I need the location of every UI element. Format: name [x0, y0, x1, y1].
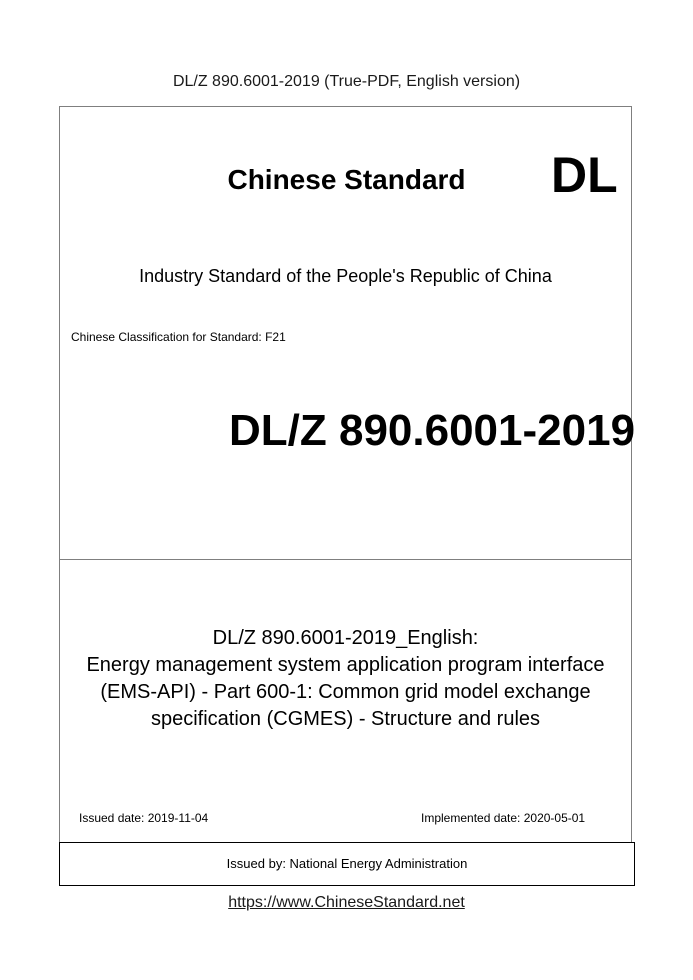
standard-number: DL/Z 890.6001-2019 [229, 406, 636, 455]
issued-date: Issued date: 2019-11-04 [79, 811, 209, 825]
document-title-line: Energy management system application program interface [86, 654, 605, 676]
cover-title-text: Chinese Standard [227, 164, 466, 195]
document-title-line: DL/Z 890.6001-2019_English: [212, 627, 479, 649]
website-link[interactable]: https://www.ChineseStandard.net [228, 894, 465, 911]
document-title-line: specification (CGMES) - Structure and rules [150, 708, 541, 730]
document-title-line: (EMS-API) - Part 600-1: Common grid model exchange [100, 681, 591, 703]
document-title [59, 625, 632, 733]
industry-standard-line: Industry Standard of the People's Republic of China [139, 266, 552, 286]
issuer-box [59, 842, 635, 886]
classification-text: Chinese Classification for Standard: F21 [71, 330, 286, 344]
implemented-date: Implemented date: 2020-05-01 [421, 811, 586, 825]
dl-mark: DL [551, 147, 618, 203]
issued-by-text: Issued by: National Energy Administration [226, 856, 468, 871]
page-header: DL/Z 890.6001-2019 (True-PDF, English version) [172, 73, 521, 90]
